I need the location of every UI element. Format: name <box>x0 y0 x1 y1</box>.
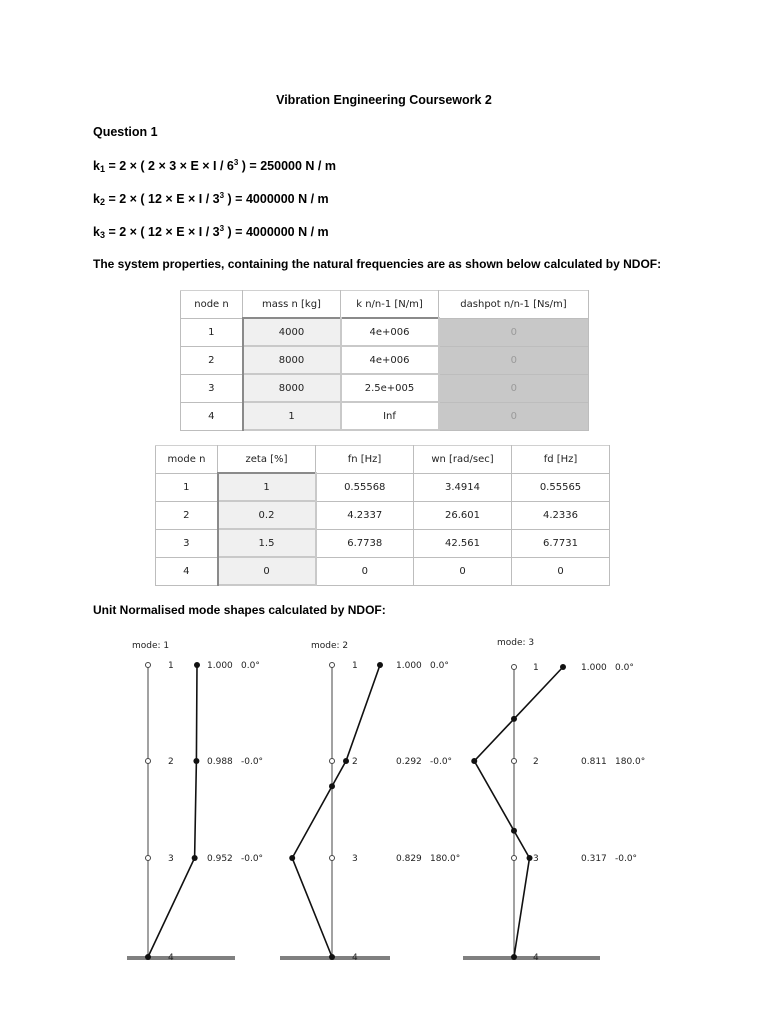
equation-k2 <box>93 191 329 207</box>
fn-value: 0 <box>316 557 414 585</box>
column-header: fn [Hz] <box>316 446 414 474</box>
reference-node-marker <box>146 856 151 861</box>
dashpot-input: 0 <box>439 374 589 402</box>
zeta-input[interactable]: 0 <box>218 557 316 585</box>
stiffness-input[interactable]: 2.5e+005 <box>341 374 439 402</box>
eq-subscript: 2 <box>99 197 105 207</box>
fn-value: 4.2337 <box>316 501 414 529</box>
node-number: 1 <box>168 661 174 671</box>
eq-power: 3 <box>219 191 225 200</box>
zeta-input[interactable]: 1.5 <box>218 529 316 557</box>
node-number: 3 <box>533 854 539 864</box>
mass-input[interactable]: 1 <box>243 402 341 430</box>
fd-value: 6.7731 <box>512 529 610 557</box>
node-number: 3 <box>352 854 358 864</box>
mass-input[interactable]: 8000 <box>243 374 341 402</box>
column-header: dashpot n/n-1 [Ns/m] <box>439 291 589 319</box>
equation-k3 <box>93 224 329 240</box>
column-header: wn [rad/sec] <box>414 446 512 474</box>
eq-k: k <box>93 192 100 206</box>
table-row <box>181 318 589 346</box>
mode-node-point <box>289 855 295 861</box>
table-row <box>156 529 610 557</box>
reference-node-marker <box>146 759 151 764</box>
amplitude-label: 0.292 <box>396 757 422 767</box>
node-number: 4 <box>533 953 539 963</box>
reference-node-marker <box>512 759 517 764</box>
column-header: zeta [%] <box>218 446 316 474</box>
node-number: 1 <box>533 663 539 673</box>
amplitude-label: 0.829 <box>396 854 422 864</box>
dashpot-input: 0 <box>439 402 589 430</box>
wn-value: 26.601 <box>414 501 512 529</box>
eq-result: ) = 250000 N / m <box>238 159 336 173</box>
node-number: 3 <box>168 854 174 864</box>
amplitude-label: 1.000 <box>581 663 607 673</box>
node-number: 2 <box>533 757 539 767</box>
wn-value: 42.561 <box>414 529 512 557</box>
stiffness-input[interactable]: 4e+006 <box>341 318 439 346</box>
phase-label: -0.0° <box>241 854 264 864</box>
column-header: mass n [kg] <box>243 291 341 319</box>
amplitude-label: 0.811 <box>581 757 607 767</box>
table-row <box>181 402 589 430</box>
stiffness-input[interactable]: Inf <box>341 402 439 430</box>
column-header: mode n <box>156 446 218 474</box>
wn-value: 0 <box>414 557 512 585</box>
column-header: node n <box>181 291 243 319</box>
eq-body: = 2 × ( 12 × E × I / 3 <box>104 192 220 206</box>
node-label: 1 <box>181 318 243 346</box>
reference-node-marker <box>330 759 335 764</box>
eq-body: = 2 × ( 2 × 3 × E × I / 6 <box>104 159 234 173</box>
eq-power: 3 <box>219 224 225 233</box>
eq-result: ) = 4000000 N / m <box>224 225 329 239</box>
mode-node-point <box>377 662 383 668</box>
fd-value: 4.2336 <box>512 501 610 529</box>
eq-k: k <box>93 225 100 239</box>
mode-shape-line <box>292 665 380 957</box>
table-header-row <box>181 291 589 319</box>
phase-label: 0.0° <box>430 661 449 671</box>
amplitude-label: 1.000 <box>207 661 233 671</box>
mode-node-point <box>511 954 517 960</box>
zeta-input[interactable]: 0.2 <box>218 501 316 529</box>
eq-k: k <box>93 159 100 173</box>
table-row <box>156 473 610 501</box>
eq-subscript: 1 <box>99 164 105 174</box>
node-label: 2 <box>181 346 243 374</box>
zero-crossing-point <box>329 783 335 789</box>
node-label: 3 <box>181 374 243 402</box>
table-row <box>156 501 610 529</box>
phase-label: -0.0° <box>430 757 453 767</box>
mode-label: 3 <box>156 529 218 557</box>
phase-label: -0.0° <box>241 757 264 767</box>
mode-title: mode: 2 <box>311 641 349 651</box>
mode-node-point <box>145 954 151 960</box>
phase-label: 0.0° <box>241 661 260 671</box>
table-row <box>156 557 610 585</box>
mode-label: 1 <box>156 473 218 501</box>
zero-crossing-point <box>511 716 517 722</box>
reference-node-marker <box>146 663 151 668</box>
eq-subscript: 3 <box>99 230 105 240</box>
eq-body: = 2 × ( 12 × E × I / 3 <box>104 225 220 239</box>
phase-label: 180.0° <box>615 757 646 767</box>
properties-table <box>180 290 589 431</box>
node-number: 1 <box>352 661 358 671</box>
amplitude-label: 0.952 <box>207 854 233 864</box>
reference-node-marker <box>330 856 335 861</box>
node-label: 4 <box>181 402 243 430</box>
mode-node-point <box>329 954 335 960</box>
fd-value: 0.55565 <box>512 473 610 501</box>
dashpot-input: 0 <box>439 318 589 346</box>
mode-node-point <box>343 758 349 764</box>
node-number: 2 <box>168 757 174 767</box>
node-number: 4 <box>168 953 174 963</box>
intro-paragraph: The system properties, containing the natural frequencies are as shown below calculated by NDOF: <box>93 257 662 271</box>
mode-node-point <box>527 855 533 861</box>
zero-crossing-point <box>511 828 517 834</box>
zeta-input[interactable]: 1 <box>218 473 316 501</box>
node-number: 4 <box>352 953 358 963</box>
question-heading: Question 1 <box>93 125 158 139</box>
document-title: Vibration Engineering Coursework 2 <box>276 93 492 107</box>
modes-heading: Unit Normalised mode shapes calculated by NDOF: <box>93 603 386 617</box>
table-header-row <box>156 446 610 474</box>
column-header: k n/n-1 [N/m] <box>341 291 439 319</box>
phase-label: -0.0° <box>615 854 638 864</box>
table-row <box>181 346 589 374</box>
mode-shape-line <box>148 665 197 957</box>
amplitude-label: 0.988 <box>207 757 233 767</box>
fn-value: 6.7738 <box>316 529 414 557</box>
mode-node-point <box>471 758 477 764</box>
mode-shapes-figure <box>0 630 768 970</box>
dashpot-input: 0 <box>439 346 589 374</box>
mode-node-point <box>194 662 200 668</box>
mode-node-point <box>193 758 199 764</box>
mode-title: mode: 1 <box>132 641 170 651</box>
mode-node-point <box>192 855 198 861</box>
amplitude-label: 0.317 <box>581 854 607 864</box>
amplitude-label: 1.000 <box>396 661 422 671</box>
equation-k1 <box>93 158 336 174</box>
wn-value: 3.4914 <box>414 473 512 501</box>
reference-node-marker <box>330 663 335 668</box>
table-row <box>181 374 589 402</box>
reference-node-marker <box>512 665 517 670</box>
phase-label: 0.0° <box>615 663 634 673</box>
fd-value: 0 <box>512 557 610 585</box>
column-header: fd [Hz] <box>512 446 610 474</box>
mass-input[interactable]: 4000 <box>243 318 341 346</box>
mass-input[interactable]: 8000 <box>243 346 341 374</box>
stiffness-input[interactable]: 4e+006 <box>341 346 439 374</box>
eq-result: ) = 4000000 N / m <box>224 192 329 206</box>
node-number: 2 <box>352 757 358 767</box>
phase-label: 180.0° <box>430 854 461 864</box>
mode-title: mode: 3 <box>497 638 535 648</box>
reference-node-marker <box>512 856 517 861</box>
mode-label: 2 <box>156 501 218 529</box>
mode-shape-line <box>474 667 563 957</box>
mode-node-point <box>560 664 566 670</box>
mode-label: 4 <box>156 557 218 585</box>
eq-power: 3 <box>233 158 239 167</box>
fn-value: 0.55568 <box>316 473 414 501</box>
modes-table <box>155 445 610 586</box>
